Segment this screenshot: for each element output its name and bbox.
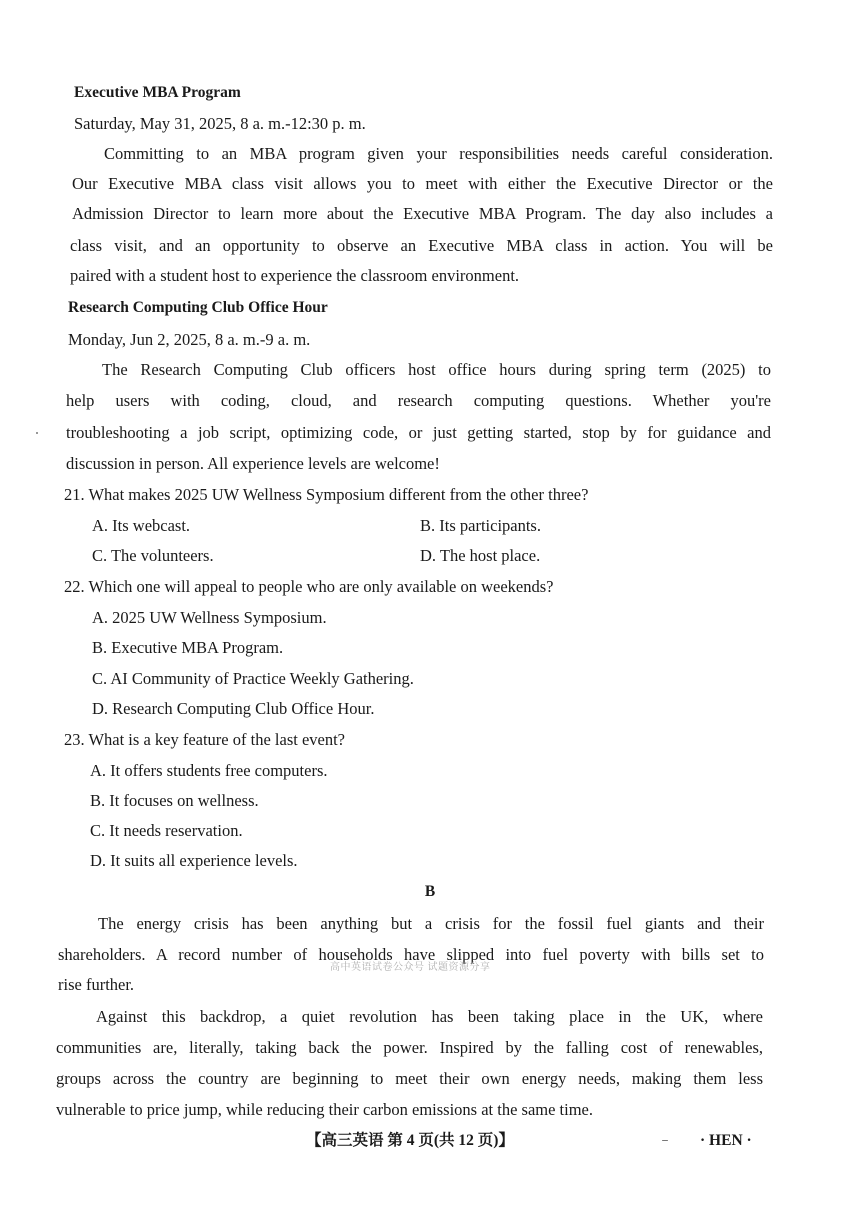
answer-option: C. AI Community of Practice Weekly Gathering. xyxy=(92,669,414,688)
scan-speck xyxy=(36,432,38,434)
section-label: B xyxy=(424,883,436,900)
paragraph-line: groups across the country are beginning to meet their own energy needs, making them less xyxy=(56,1069,763,1088)
paragraph-line: Committing to an MBA program given your responsibilities needs careful consideration. xyxy=(104,144,773,163)
paragraph-line: The Research Computing Club officers host office hours during spring term (2025) to xyxy=(102,360,771,379)
event-time: Saturday, May 31, 2025, 8 a. m.-12:30 p. m. xyxy=(74,114,366,133)
paragraph-line: Against this backdrop, a quiet revolution has been taking place in the UK, where xyxy=(96,1007,763,1026)
answer-option: A. It offers students free computers. xyxy=(90,761,328,780)
paragraph-line: paired with a student host to experience the classroom environment. xyxy=(70,266,520,285)
paragraph-line: discussion in person. All experience levels are welcome! xyxy=(66,454,440,473)
question-stem: 22. Which one will appeal to people who are only available on weekends? xyxy=(64,577,554,596)
paragraph-line: Admission Director to learn more about the Executive MBA Program. The day also includes a xyxy=(72,204,773,223)
answer-option: D. Research Computing Club Office Hour. xyxy=(92,699,375,718)
paragraph-line: vulnerable to price jump, while reducing their carbon emissions at the same time. xyxy=(56,1100,594,1119)
paragraph-line: troubleshooting a job script, optimizing code, or just getting started, stop by for guidance and xyxy=(66,423,771,442)
question-stem: 23. What is a key feature of the last event? xyxy=(64,730,345,749)
paragraph-line: communities are, literally, taking back the power. Inspired by the falling cost of renewables, xyxy=(56,1038,763,1057)
answer-option: B. Its participants. xyxy=(420,516,541,535)
paragraph-line: rise further. xyxy=(58,975,135,994)
answer-option: B. Executive MBA Program. xyxy=(92,638,284,657)
answer-option: B. It focuses on wellness. xyxy=(90,791,259,810)
event-time: Monday, Jun 2, 2025, 8 a. m.-9 a. m. xyxy=(68,330,311,349)
question-stem: 21. What makes 2025 UW Wellness Symposium different from the other three? xyxy=(64,485,589,504)
event-title: Executive MBA Program xyxy=(74,84,241,101)
paragraph-line: help users with coding, cloud, and research computing questions. Whether you're xyxy=(66,391,771,410)
page-footer: 【高三英语 第 4 页(共 12 页)】 xyxy=(306,1132,514,1149)
paragraph-line: shareholders. A record number of households have slipped into fuel poverty with bills set to xyxy=(58,945,764,964)
answer-option: C. The volunteers. xyxy=(92,546,214,565)
answer-option: A. 2025 UW Wellness Symposium. xyxy=(92,608,327,627)
watermark-text: 高中英语试卷公众号 试题资源分享 xyxy=(330,962,491,973)
exam-code: · HEN · xyxy=(700,1132,752,1149)
paragraph-line: Our Executive MBA class visit allows you to meet with either the Executive Director or the xyxy=(72,174,773,193)
paragraph-line: The energy crisis has been anything but a crisis for the fossil fuel giants and their xyxy=(98,914,764,933)
answer-option: D. It suits all experience levels. xyxy=(90,851,298,870)
paragraph-line: class visit, and an opportunity to observe an Executive MBA class in action. You will be xyxy=(70,236,773,255)
answer-option: A. Its webcast. xyxy=(92,516,191,535)
answer-option: C. It needs reservation. xyxy=(90,821,243,840)
event-title: Research Computing Club Office Hour xyxy=(68,299,328,316)
footer-dash xyxy=(662,1140,668,1141)
answer-option: D. The host place. xyxy=(420,546,541,565)
